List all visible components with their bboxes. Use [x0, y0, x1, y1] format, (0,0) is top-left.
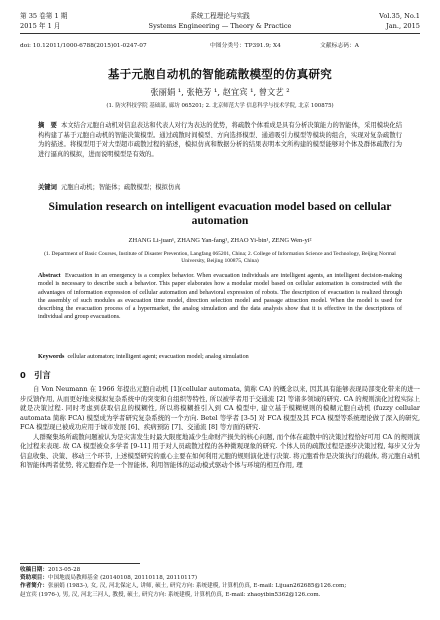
- author-bio-label: 作者简介：: [20, 583, 48, 590]
- keywords-text-zh: 元胞自动机；智能体；疏散模型；模拟仿真: [60, 184, 181, 191]
- footnote-rule: [20, 563, 140, 564]
- fund-line: [20, 574, 420, 582]
- abstract-text-en: Evacuation in an emergency is a complex behavior. When evacuation individuals are intelligent agents, an intelligent decision-making model is necessary to describe such a behavior. This paper elaborates how a modular model based on cellular automation is constructed with the advantages of information expression of cellular automation and behavioral expression of robots. The description of evacuation is realized through the assembly of such modules as evacuation time model, direction selection model and passage attraction model. When the model is used for describing the evacuation process of a hypermarket, the analog simulation and the data analysis show that it is effective in the descriptions of individual and group evacuations.: [38, 273, 403, 321]
- abstract-label-en: Abstract: [38, 273, 61, 279]
- author2-line: [20, 591, 420, 599]
- footnote: [20, 566, 420, 599]
- author1-bio: 张丽娟 (1983-), 女, 汉, 河北保定人, 讲师, 硕士, 研究方向: 系统建模, 计算机仿真, E-mail: Lijuan262685@126.com;: [47, 583, 347, 590]
- keywords-label-zh: 关键词: [38, 184, 57, 191]
- doi-text: doi: 10.12011/1000-6788(2015)01-0247-07: [20, 43, 147, 49]
- received-label: 收稿日期：: [20, 567, 48, 573]
- keywords-zh: [38, 182, 402, 191]
- title-en: Simulation research on intelligent evacuation model based on cellular automation: [48, 200, 392, 227]
- clc-text: 中图分类号：TP391.9; X4: [210, 43, 281, 49]
- author1-line: [20, 582, 420, 590]
- affiliation-en: (1. Department of Basic Courses, Institute of Disaster Prevention, Langfang 065201, China; 2. College of Information Science and Technology, Beijing Normal University, Beijing 100875, China): [44, 251, 396, 265]
- code-text: 文献标志码：A: [320, 43, 359, 49]
- abstract-label-zh: 摘 要: [38, 122, 57, 129]
- abstract-text-zh: 本文结合元胞自动机对信息表达和代表人对行为表达的优势，将疏散个体看成是具有分析决策能力的智能体，采用模块化结构构建了基于元胞自动机的智能决策模型。通过疏散时间模型、方向选择模型、通道吸引力模型等模块的组合，实现对复杂疏散行为的描述。将模型用于对大型超市疏散过程的描述，模拟仿真和数据分析的结果表明本文所构建的模型能够对个体及群体疏散行为进行逼真的模拟，进而说明模型是有效的。: [38, 122, 403, 158]
- title-zh: 基于元胞自动机的智能疏散模型的仿真研究: [107, 67, 333, 81]
- journal-name-en: Systems Engineering — Theory & Practice: [148, 22, 292, 30]
- date-en: Jan., 2015: [386, 22, 420, 30]
- paragraph-2: 人群聚集场所疏散问题被认为是灾害发生时最大限度地减少生命财产损失的核心问题, 而个体在疏散中的决策过程恰好可用 CA 的规则演化过程来表现. 故 CA 模型被众多学者 [9-11] 用于对人员疏散过程的各种微观现象的研究. 个体人员的疏散过程是逐步决策过程, 每步又分为信息收集、决策、移动三个环节, 上述模型研究的重心主要在如何利用元胞的规则演化进行决策. 将元胞看作是决策执行的载体, 将元胞自动机和智能体两者优势, 将元胞看作是一个智能体, 利用智能体的运动模式驱动个体与环境的相互作用, 理: [20, 432, 420, 469]
- date-zh: 2015 年 1 月: [20, 22, 61, 30]
- section-heading: 0 引言: [20, 370, 51, 380]
- authors-zh: 张丽娟 ¹, 张艳芳 ¹, 赵宜宾 ¹, 曾文艺 ²: [150, 87, 290, 97]
- section-body: [20, 385, 420, 471]
- volume-info-en: Vol.35, No.1: [379, 12, 420, 20]
- received-date: 2013-05-28: [47, 567, 81, 573]
- keywords-text-en: cellular automaton; intelligent agent; evacuation model; analog simulation: [67, 354, 249, 360]
- received-line: [20, 566, 420, 574]
- keywords-en: [38, 354, 402, 360]
- keywords-label-en: Keywords: [38, 354, 65, 360]
- fund-text: 中国地震局教师基金 (20140108, 20110118, 20110117): [47, 575, 197, 582]
- authors-en: ZHANG Li-juan¹, ZHANG Yan-fang¹, ZHAO Yi-bin¹, ZENG Wen-yi²: [128, 237, 312, 244]
- abstract-en: [38, 272, 402, 322]
- header-rule: [20, 33, 420, 34]
- fund-label: 资助项目：: [20, 575, 48, 582]
- affiliation-zh: (1. 防灾科技学院 基础部, 廊坊 065201; 2. 北京师范大学 信息科学与技术学院, 北京 100875): [106, 103, 334, 109]
- abstract-zh: [38, 121, 402, 159]
- volume-info-zh: 第 35 卷第 1 期: [20, 12, 68, 20]
- journal-name-zh: 系统工程理论与实践: [190, 12, 250, 20]
- paragraph-1: 自 Von Neumann 在 1966 年提出元胞自动机 [1](cellular automata, 简称 CA) 的概念以来, 因其具有能够表现局部变化带来的进一步反馈作用, 从而更好地来模拟复杂系统中的突变和自组织等特性, 所以被学者用于交通流 [2] 等诸多领域的研究. CA 的规则演化过程实际上就是决策过程. 同时考虑到获取信息的模糊性, 所以将模糊推引入到 CA 模型中, 建立基于模糊规则的模糊元胞自动机 (fuzzy cellular automata 简称 FCA) 模型成为学者研究复杂系统的一个方向. Betel 等学者 [3-5] 对 FCA 模型及其 FCA 模型等系统理论做了深入的研究, FCA 模型现已被成功应用于城市发展 [6]、疾病预防 [7]、交通流 [8] 等方面的研究.: [20, 385, 420, 431]
- author2-bio: 赵宜宾 (1976-), 男, 汉, 河北三河人, 教授, 硕士, 研究方向: 系统建模, 计算机仿真, E-mail: zhaoyibin5362@126.com.: [20, 591, 321, 598]
